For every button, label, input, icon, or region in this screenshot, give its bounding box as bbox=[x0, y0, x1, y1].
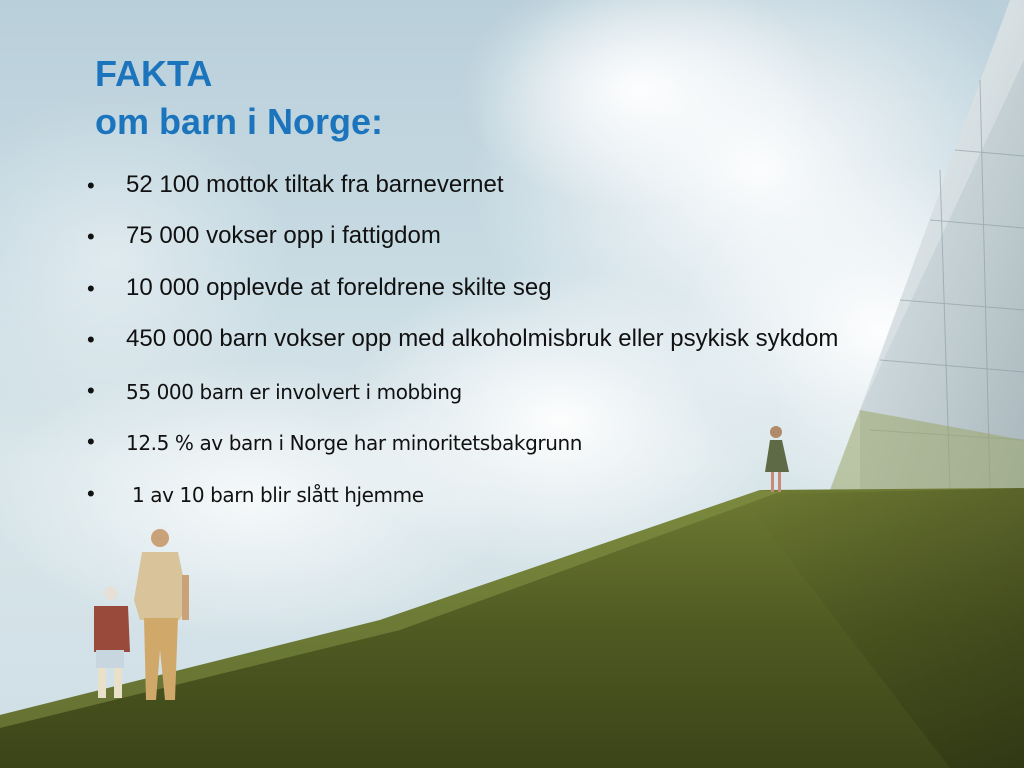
list-item-text: 75 000 vokser opp i fattigdom bbox=[126, 222, 441, 250]
bullet-icon: • bbox=[87, 173, 95, 198]
list-item bbox=[0, 317, 1000, 368]
list-item bbox=[0, 163, 1000, 214]
title-line-subtitle: om barn i Norge: bbox=[95, 101, 384, 142]
bullet-icon: • bbox=[87, 224, 95, 250]
fact-list bbox=[0, 163, 1000, 522]
list-item-text: 12.5 % av barn i Norge har minoritetsbakgrunn bbox=[126, 431, 583, 456]
list-item bbox=[0, 266, 1000, 317]
bullet-icon: • bbox=[87, 480, 95, 506]
list-item-text: 1 av 10 barn blir slått hjemme bbox=[126, 482, 424, 507]
list-item bbox=[0, 471, 1000, 522]
title-line-fakta: FAKTA bbox=[95, 53, 213, 94]
list-item bbox=[0, 214, 1000, 265]
list-item bbox=[0, 368, 1000, 419]
list-item-text: 55 000 barn er involvert i mobbing bbox=[126, 380, 462, 405]
bullet-icon: • bbox=[87, 326, 95, 352]
list-item-text: 10 000 opplevde at foreldrene skilte seg bbox=[126, 273, 552, 301]
bullet-icon: • bbox=[87, 378, 95, 404]
list-item-text: 450 000 barn vokser opp med alkoholmisbruk eller psykisk sykdom bbox=[126, 324, 839, 352]
list-item-text: 52 100 mottok tiltak fra barnevernet bbox=[126, 171, 504, 198]
bullet-icon: • bbox=[87, 429, 95, 455]
slide-title bbox=[95, 50, 383, 146]
bullet-icon: • bbox=[87, 275, 95, 301]
list-item bbox=[0, 419, 1000, 470]
